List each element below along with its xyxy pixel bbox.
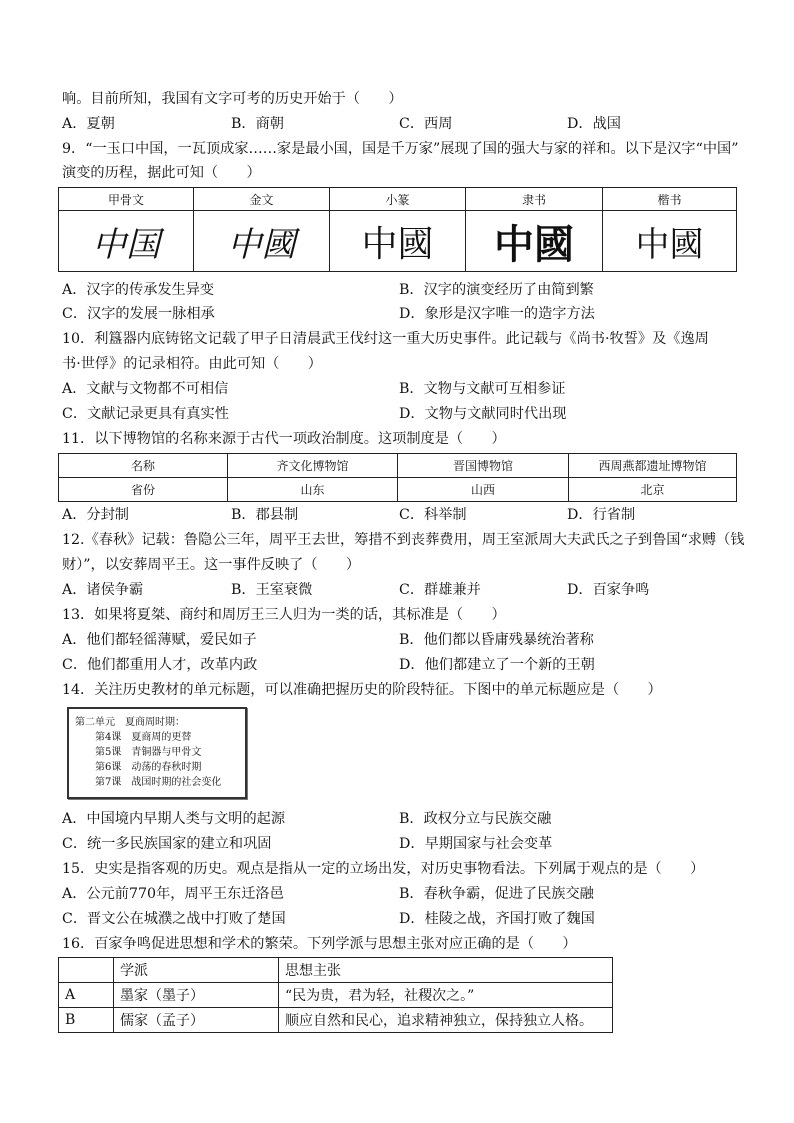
province-shandong: 山东 (228, 478, 398, 502)
q9-stem-line2: 演变的历程，据此可知（ ） (62, 165, 261, 181)
q15-option-d: D．桂陵之战，齐国打败了魏国 (399, 911, 595, 927)
lesson-4: 第4课 夏商周的更替 (95, 732, 192, 743)
q13-option-c: C．他们都重用人才，改革内政 (62, 657, 258, 673)
q11-option-b: B．郡县制 (231, 507, 299, 523)
q9-option-d: D．象形是汉字唯一的造字方法 (399, 306, 595, 322)
lesson-7: 第7课 战国时期的社会变化 (95, 777, 222, 788)
q12-option-a: A．诸侯争霸 (62, 582, 144, 598)
lesson-5: 第5课 青铜器与甲骨文 (95, 747, 202, 758)
header-blank (59, 958, 114, 983)
row-a-school: 墨家（墨子） (114, 983, 279, 1008)
museum-name-label: 名称 (59, 454, 228, 478)
glyph-bronze: 中國 (194, 211, 330, 272)
q9-option-c: C．汉字的发展一脉相承 (62, 306, 215, 322)
unit-title: 第二单元 夏商周时期： (75, 717, 185, 728)
q13-option-d: D．他们都建立了一个新的王朝 (399, 657, 595, 673)
province-shanxi: 山西 (398, 478, 569, 502)
q14-option-d: D．早期国家与社会变革 (399, 836, 553, 852)
q9-option-a: A．汉字的传承发生异变 (62, 282, 215, 298)
row-a-label: A (59, 983, 114, 1008)
q9-script-table (58, 187, 737, 272)
q15-option-c: C．晋文公在城濮之战中打败了楚国 (62, 911, 286, 927)
province-label: 省份 (59, 478, 228, 502)
q16-school-table (58, 957, 613, 1033)
q15-option-a: A．公元前770年，周平王东迁洛邑 (62, 886, 284, 902)
q10-stem-line2: 书·世俘》的记录相符。由此可知（ ） (62, 356, 322, 372)
q10-option-c: C．文献记录更具有真实性 (62, 406, 229, 422)
q15-option-b: B．春秋争霸，促进了民族交融 (399, 886, 594, 902)
q14-option-a: A．中国境内早期人类与文明的起源 (62, 811, 286, 827)
q9-stem-line1: 9．“一玉口中国，一瓦顶成家……家是最小国，国是千万家”展现了国的强大与家的祥和。以下是汉字“中国” (62, 141, 739, 157)
q11-option-c: C．科举制 (399, 507, 467, 523)
row-b-label: B (59, 1008, 114, 1033)
header-bronze: 金文 (194, 188, 330, 211)
q14-stem: 14．关注历史教材的单元标题，可以准确把握历史的阶段特征。下图中的单元标题应是（ ） (62, 682, 662, 698)
header-regular: 楷书 (603, 188, 737, 211)
q13-stem: 13．如果将夏桀、商纣和周厉王三人归为一类的话，其标准是（ ） (62, 607, 506, 623)
q16-stem: 16．百家争鸣促进思想和学术的繁荣。下列学派与思想主张对应正确的是（ ） (62, 936, 577, 952)
province-beijing: 北京 (569, 478, 737, 502)
q15-stem: 15．史实是指客观的历史。观点是指从一定的立场出发，对历史事物看法。下列属于观点的是（ ） (62, 861, 705, 877)
q12-option-c: C．群雄兼并 (399, 582, 481, 598)
q8-stem: 响。目前所知，我国有文字可考的历史开始于（ ） (62, 91, 403, 107)
q12-stem-line1: 12.《春秋》记载：鲁隐公三年，周平王去世，筹措不到丧葬费用，周王室派周大夫武氏之子到鲁国“求赙（钱 (62, 532, 745, 548)
q13-option-b: B．他们都以昏庸残暴统治著称 (399, 632, 594, 648)
q12-option-d: D．百家争鸣 (567, 582, 650, 598)
q8-option-a: A．夏朝 (62, 116, 115, 132)
glyph-clerical: 中國 (466, 211, 603, 272)
q11-stem: 11．以下博物馆的名称来源于古代一项政治制度。这项制度是（ ） (62, 431, 506, 447)
q10-option-d: D．文物与文献同时代出现 (399, 406, 567, 422)
q11-option-d: D．行省制 (567, 507, 636, 523)
header-clerical: 隶书 (466, 188, 603, 211)
q11-option-a: A．分封制 (62, 507, 129, 523)
museum-name-qi: 齐文化博物馆 (228, 454, 398, 478)
q10-option-b: B．文物与文献可互相参证 (399, 381, 566, 397)
textbook-contents-image (67, 707, 247, 799)
row-b-school: 儒家（孟子） (114, 1008, 279, 1033)
glyph-oracle: 中国 (59, 211, 194, 272)
lesson-6: 第6课 动荡的春秋时期 (95, 762, 202, 773)
q9-option-b: B．汉字的演变经历了由简到繁 (399, 282, 594, 298)
glyph-seal: 中國 (330, 211, 466, 272)
header-school: 学派 (114, 958, 279, 983)
header-seal: 小篆 (330, 188, 466, 211)
q13-option-a: A．他们都轻徭薄赋，爱民如子 (62, 632, 257, 648)
museum-name-yan: 西周燕都遗址博物馆 (569, 454, 737, 478)
q10-stem-line1: 10．利簋器内底铸铭文记载了甲子日清晨武王伐纣这一重大历史事件。此记载与《尚书·牧誓》及《逸周 (62, 331, 709, 347)
q11-museum-table (58, 453, 737, 502)
header-idea: 思想主张 (279, 958, 613, 983)
q12-stem-line2: 财）”，以安葬周平王。这一事件反映了（ ） (62, 557, 361, 573)
q8-option-d: D．战国 (567, 116, 621, 132)
q8-option-b: B．商朝 (231, 116, 284, 132)
q10-option-a: A．文献与文物都不可相信 (62, 381, 229, 397)
row-b-idea: 顺应自然和民心，追求精神独立，保持独立人格。 (279, 1008, 613, 1033)
museum-name-jin: 晋国博物馆 (398, 454, 569, 478)
header-oracle: 甲骨文 (59, 188, 194, 211)
glyph-regular: 中國 (603, 211, 737, 272)
row-a-idea: “民为贵，君为轻，社稷次之。” (279, 983, 613, 1008)
q14-option-c: C．统一多民族国家的建立和巩固 (62, 836, 272, 852)
q14-option-b: B．政权分立与民族交融 (399, 811, 552, 827)
q8-option-c: C．西周 (399, 116, 453, 132)
q12-option-b: B．王室衰微 (231, 582, 313, 598)
